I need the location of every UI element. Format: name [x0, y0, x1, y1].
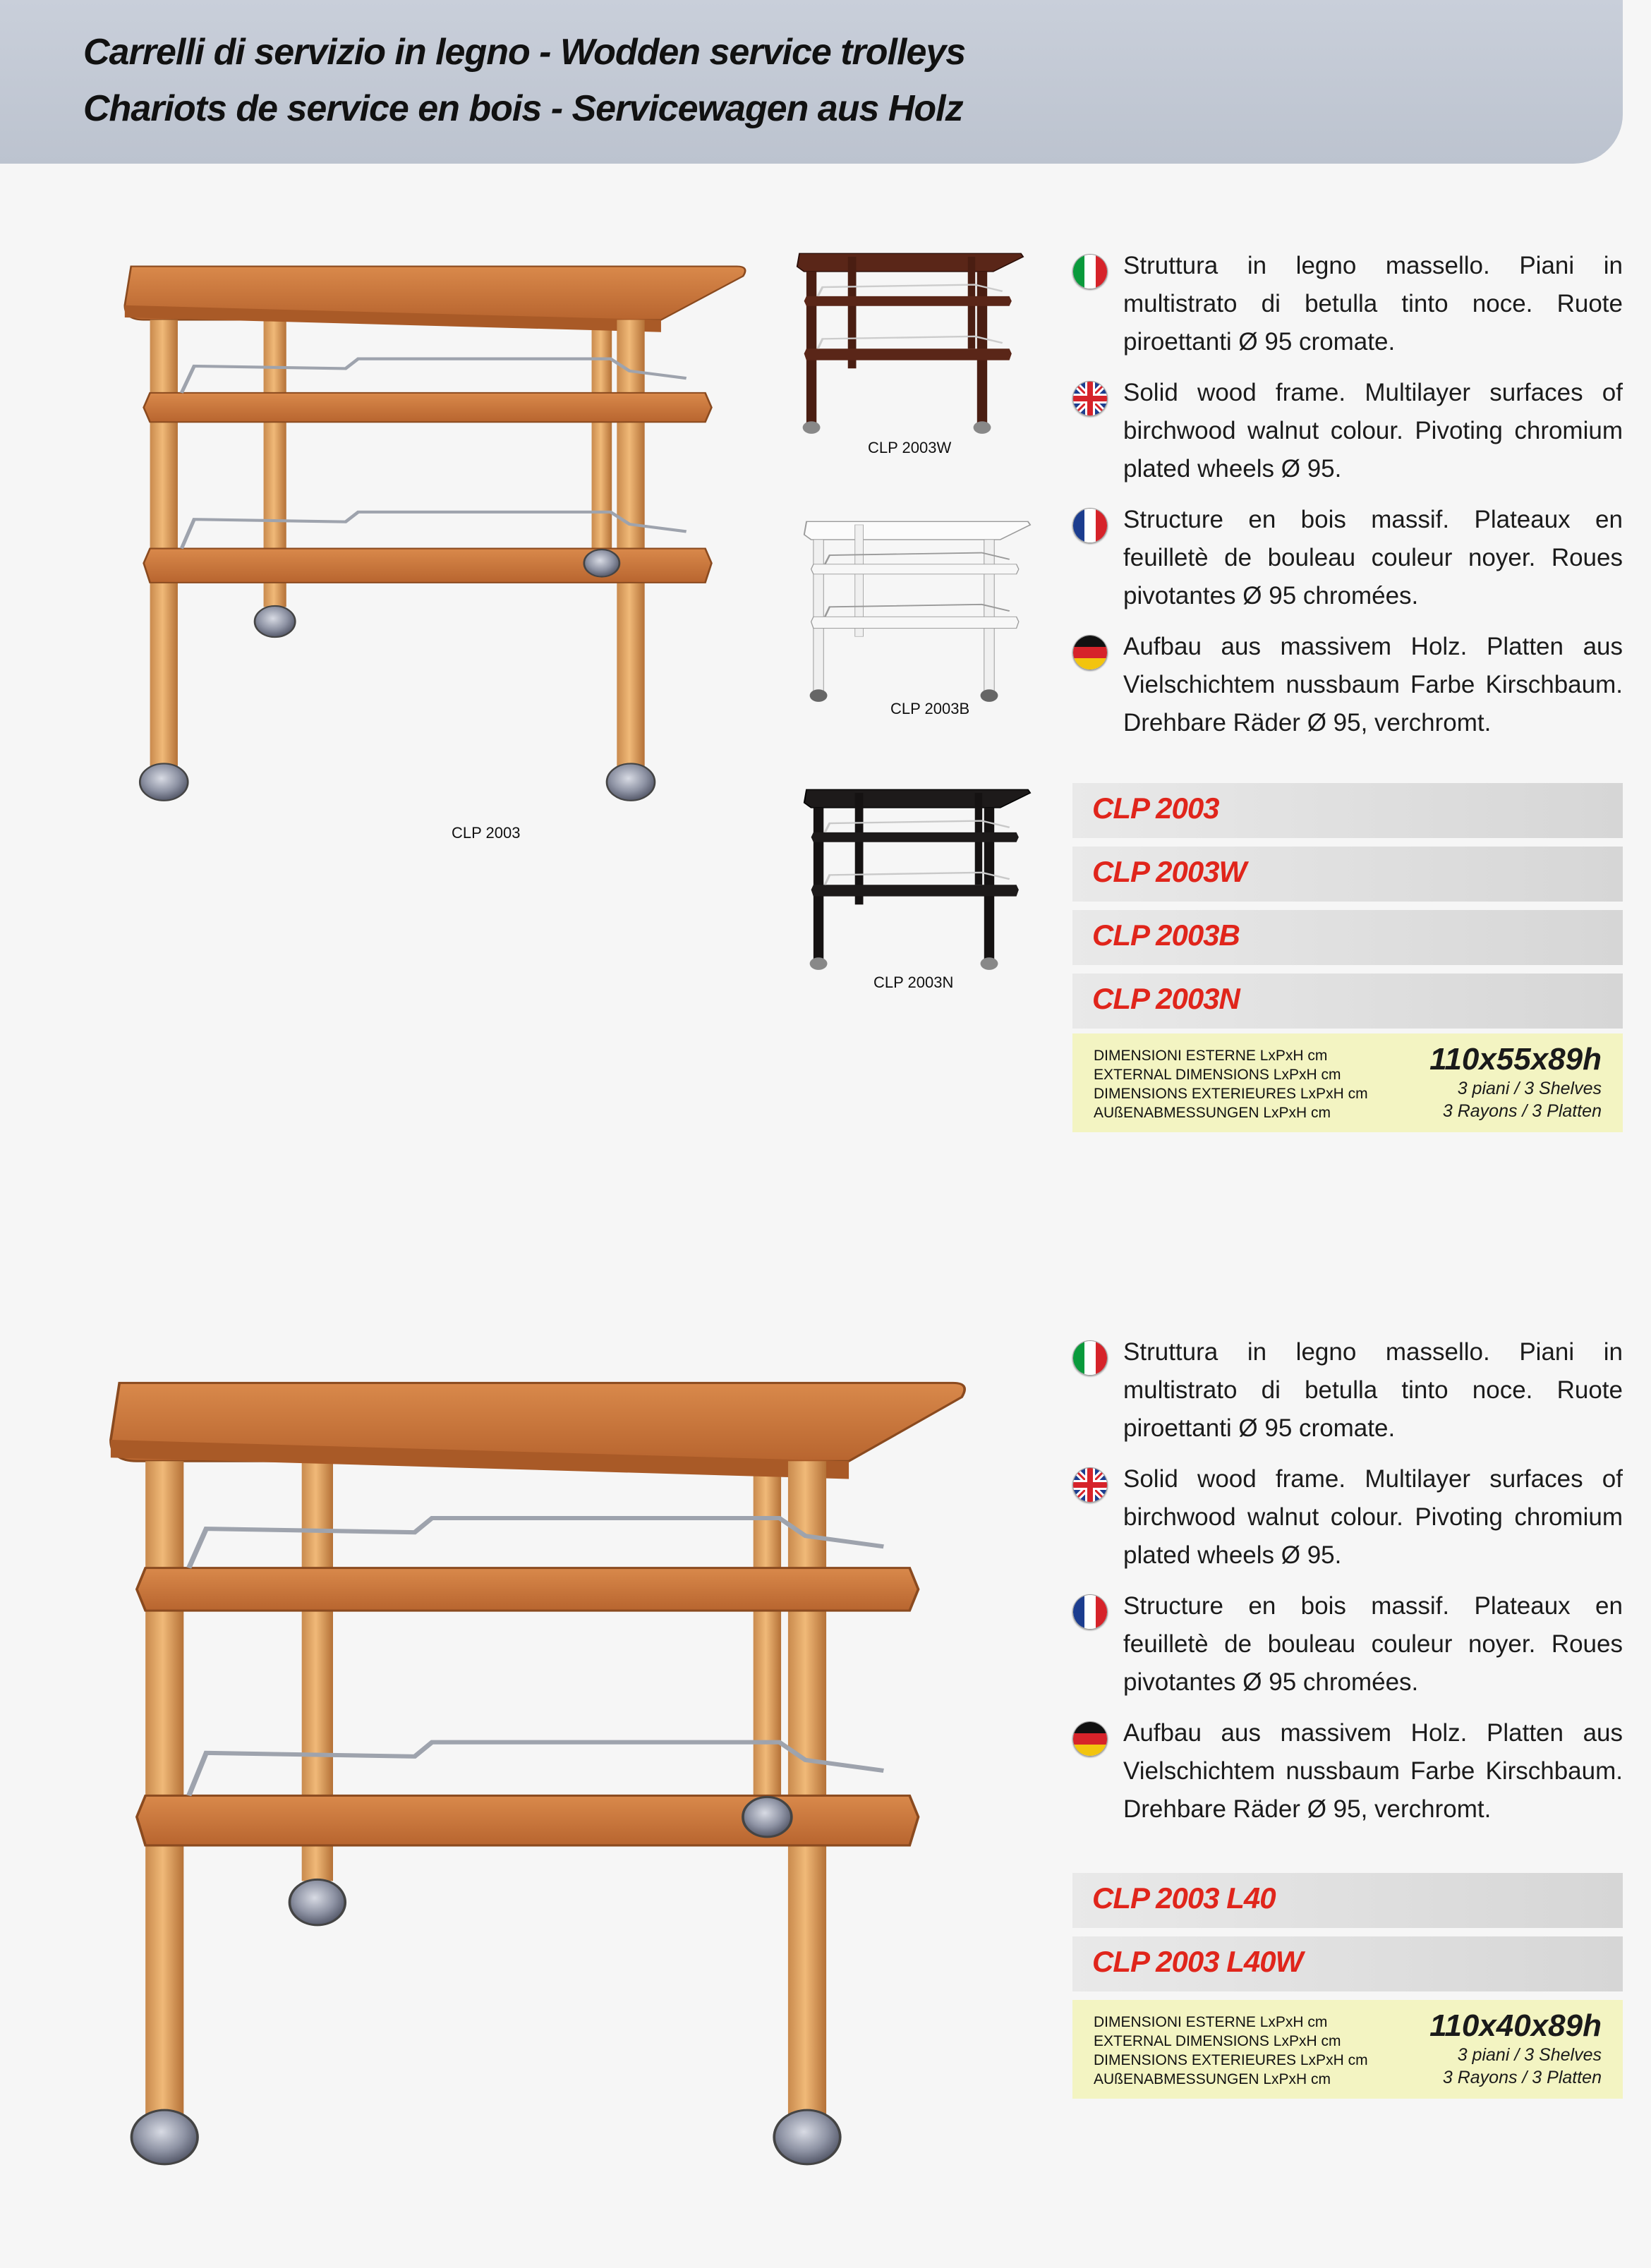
uk-flag-icon	[1072, 1467, 1108, 1503]
description-english: Solid wood frame. Multilayer surfaces of birchwood walnut colour. Pivoting chromium plated wheels Ø 95.	[1072, 1460, 1623, 1575]
caption-main: CLP 2003	[452, 824, 521, 842]
description-block-1	[1072, 247, 1623, 755]
uk-flag-icon	[1072, 381, 1108, 416]
caption-clp2003n: CLP 2003N	[873, 974, 954, 991]
code-label: CLP 2003 L40W	[1092, 1945, 1303, 1978]
code-row	[1072, 783, 1623, 838]
trolley-clp2003-image	[106, 247, 762, 811]
code-row	[1072, 1936, 1623, 1991]
description-french: Structure en bois massif. Plateaux en feuilletè de bouleau couleur noyer. Roues pivotantes Ø 95 chromées.	[1072, 501, 1623, 615]
france-flag-icon	[1072, 508, 1108, 543]
code-label: CLP 2003	[1092, 792, 1219, 825]
caption-clp2003b: CLP 2003B	[890, 700, 970, 717]
france-flag-icon	[1072, 1594, 1108, 1630]
description-german: Aufbau aus massivem Holz. Platten aus Vielschichtem nussbaum Farbe Kirschbaum. Drehbare Räder Ø 95, verchromt.	[1072, 628, 1623, 742]
dimensions-box-1	[1072, 1033, 1623, 1132]
italy-flag-icon	[1072, 254, 1108, 289]
code-label: CLP 2003B	[1092, 918, 1240, 952]
page-header	[0, 0, 1623, 164]
trolley-clp2003b-image	[797, 515, 1037, 705]
germany-flag-icon	[1072, 635, 1108, 670]
code-label: CLP 2003W	[1092, 855, 1247, 888]
product-codes-2	[1072, 1873, 1623, 2000]
trolley-clp2003n-image	[797, 783, 1037, 974]
dimension-labels: DIMENSIONI ESTERNE LxPxH cm EXTERNAL DIMENSIONS LxPxH cm DIMENSIONS EXTERIEURES LxPxH cm AUßENABMESSUNGEN LxPxH cm	[1094, 1048, 1368, 1121]
description-italian: Struttura in legno massello. Piani in multistrato di betulla tinto noce. Ruote piroettanti Ø 95 cromate.	[1072, 1333, 1623, 1448]
code-row	[1072, 910, 1623, 965]
header-title-line2: Chariots de service en bois - Servicewagen aus Holz	[83, 88, 963, 129]
product-codes-1	[1072, 783, 1623, 1037]
code-label: CLP 2003N	[1092, 982, 1240, 1015]
trolley-clp2003l40-image	[85, 1354, 988, 2180]
description-italian: Struttura in legno massello. Piani in multistrato di betulla tinto noce. Ruote piroettanti Ø 95 cromate.	[1072, 247, 1623, 361]
germany-flag-icon	[1072, 1721, 1108, 1757]
code-label: CLP 2003 L40	[1092, 1881, 1276, 1915]
code-row	[1072, 847, 1623, 902]
header-title-line1: Carrelli di servizio in legno - Wodden service trolleys	[83, 32, 966, 73]
description-english: Solid wood frame. Multilayer surfaces of birchwood walnut colour. Pivoting chromium plated wheels Ø 95.	[1072, 374, 1623, 488]
description-block-2	[1072, 1333, 1623, 1841]
description-french: Structure en bois massif. Plateaux en feuilletè de bouleau couleur noyer. Roues pivotantes Ø 95 chromées.	[1072, 1587, 1623, 1702]
italy-flag-icon	[1072, 1340, 1108, 1376]
dimension-value: 110x40x89h 3 piani / 3 Shelves 3 Rayons / 3 Platten	[1429, 2008, 1602, 2087]
trolley-clp2003w-image	[790, 247, 1030, 437]
description-german: Aufbau aus massivem Holz. Platten aus Vielschichtem nussbaum Farbe Kirschbaum. Drehbare Räder Ø 95, verchromt.	[1072, 1714, 1623, 1829]
code-row	[1072, 1873, 1623, 1928]
code-row	[1072, 974, 1623, 1029]
dimension-value: 110x55x89h 3 piani / 3 Shelves 3 Rayons / 3 Platten	[1429, 1042, 1602, 1121]
dimensions-box-2	[1072, 2000, 1623, 2099]
dimension-labels: DIMENSIONI ESTERNE LxPxH cm EXTERNAL DIMENSIONS LxPxH cm DIMENSIONS EXTERIEURES LxPxH cm AUßENABMESSUNGEN LxPxH cm	[1094, 2014, 1368, 2087]
caption-clp2003w: CLP 2003W	[868, 439, 952, 456]
